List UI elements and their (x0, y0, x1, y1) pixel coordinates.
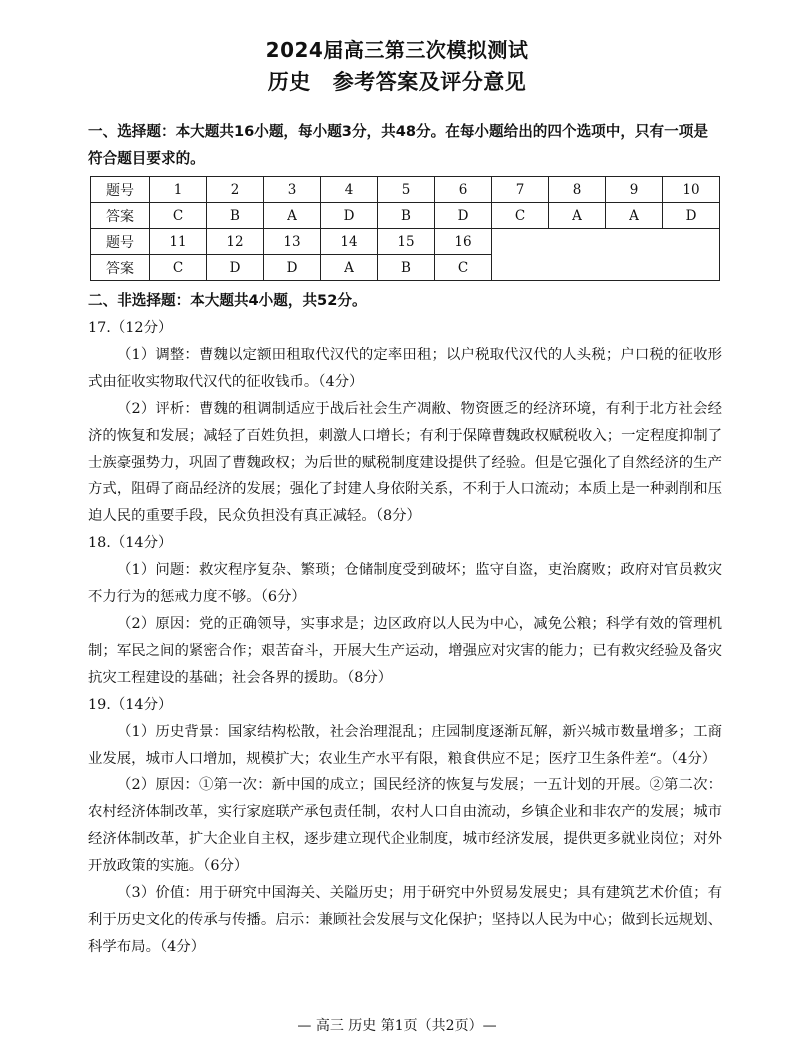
subject-label: 历史 (267, 70, 311, 94)
empty-cell (492, 229, 720, 281)
row-label-question: 题号 (91, 229, 150, 255)
question-number: 14 (321, 229, 378, 255)
question-number: 13 (264, 229, 321, 255)
answer-cell: C (435, 255, 492, 281)
table-row (91, 177, 720, 203)
row-label-answer: 答案 (91, 203, 150, 229)
question-18-title: 18.（14分） (88, 535, 173, 552)
question-18-part1: （1）问题：救灾程序复杂、繁琐；仓储制度受到破坏；监守自盗，吏治腐败；政府对官员救灾不力行为的惩戒力度不够。（6分） (88, 562, 722, 606)
question-17-part2: （2）评析：曹魏的租调制适应于战后社会生产凋敝、物资匮乏的经济环境，有利于北方社会经济的恢复和发展；减轻了百姓负担，刺激人口增长；有利于保障曹魏政权赋税收入；一定程度抑制了士族豪强势力，巩固了曹魏政权；为后世的赋税制度建设提供了经验。但是它强化了自然经济的生产方式，阻碍了商品经济的发展；强化了封建人身依附关系，不利于人口流动；本质上是一种剥削和压迫人民的重要手段，民众负担没有真正减轻。（8分） (88, 400, 722, 525)
exam-title: 2024届高三第三次模拟测试 (265, 38, 529, 62)
answers-body (88, 315, 722, 961)
answer-cell: D (207, 255, 264, 281)
answer-cell: A (549, 203, 606, 229)
question-19-title: 19.（14分） (88, 696, 173, 713)
answer-cell: C (150, 255, 207, 281)
question-17-title: 17.（12分） (88, 320, 173, 336)
answer-cell: D (435, 203, 492, 229)
answer-cell: C (492, 203, 549, 229)
answer-cell: A (606, 203, 663, 229)
question-number: 2 (207, 177, 264, 203)
page-footer: — 高三 历史 第1页（共2页）— (297, 1018, 497, 1034)
answer-cell: B (378, 203, 435, 229)
answer-cell: D (264, 255, 321, 281)
answer-table (90, 176, 720, 281)
question-18-part2: （2）原因：党的正确领导，实事求是；边区政府以人民为中心，减免公粮；科学有效的管理机制；军民之间的紧密合作；艰苦奋斗，开展大生产运动，增强应对灾害的能力；已有救灾经验及备灾抗灾工程建设的基础；社会各界的援助。（8分） (88, 615, 722, 686)
question-number: 5 (378, 177, 435, 203)
document-subtitle (0, 66, 794, 96)
question-number: 11 (150, 229, 207, 255)
question-number: 9 (606, 177, 663, 203)
answer-cell: A (264, 203, 321, 229)
table-row (91, 203, 720, 229)
answer-cell: D (321, 203, 378, 229)
answer-cell: A (321, 255, 378, 281)
question-number: 7 (492, 177, 549, 203)
question-19-part1: （1）历史背景：国家结构松散，社会治理混乱；庄园制度逐渐瓦解，新兴城市数量增多；工商业发展，城市人口增加，规模扩大；农业生产水平有限，粮食供应不足；医疗卫生条件差“。（4分） (88, 723, 722, 767)
section2-heading: 二、非选择题：本大题共4小题，共52分。 (88, 292, 367, 309)
answer-cell: B (378, 255, 435, 281)
answer-cell: D (663, 203, 720, 229)
answer-cell: C (150, 203, 207, 229)
question-number: 10 (663, 177, 720, 203)
section1-heading: 一、选择题：本大题共16小题，每小题3分，共48分。在每小题给出的四个选项中，只有一项是符合题目要求的。 (88, 123, 708, 167)
question-number: 3 (264, 177, 321, 203)
question-number: 8 (549, 177, 606, 203)
subtitle-label: 参考答案及评分意见 (332, 70, 527, 94)
question-number: 1 (150, 177, 207, 203)
question-number: 15 (378, 229, 435, 255)
row-label-question: 题号 (91, 177, 150, 203)
table-row (91, 229, 720, 255)
question-number: 6 (435, 177, 492, 203)
question-17-part1: （1）调整：曹魏以定额田租取代汉代的定率田租；以户税取代汉代的人头税；户口税的征收形式由征收实物取代汉代的征收钱币。（4分） (88, 346, 722, 390)
question-19-part2: （2）原因：①第一次：新中国的成立；国民经济的恢复与发展；一五计划的开展。②第二次：农村经济体制改革，实行家庭联产承包责任制，农村人口自由流动，乡镇企业和非农产的发展；城市经济体制改革，扩大企业自主权，逐步建立现代企业制度，城市经济发展，提供更多就业岗位；对外开放政策的实施。（6分） (88, 777, 722, 875)
question-19-part3: （3）价值：用于研究中国海关、关隘历史；用于研究中外贸易发展史；具有建筑艺术价值；有利于历史文化的传承与传播。启示：兼顾社会发展与文化保护；坚持以人民为中心；做到长远规划、科学布局。（4分） (88, 885, 722, 955)
question-number: 12 (207, 229, 264, 255)
question-number: 4 (321, 177, 378, 203)
answer-cell: B (207, 203, 264, 229)
row-label-answer: 答案 (91, 255, 150, 281)
question-number: 16 (435, 229, 492, 255)
